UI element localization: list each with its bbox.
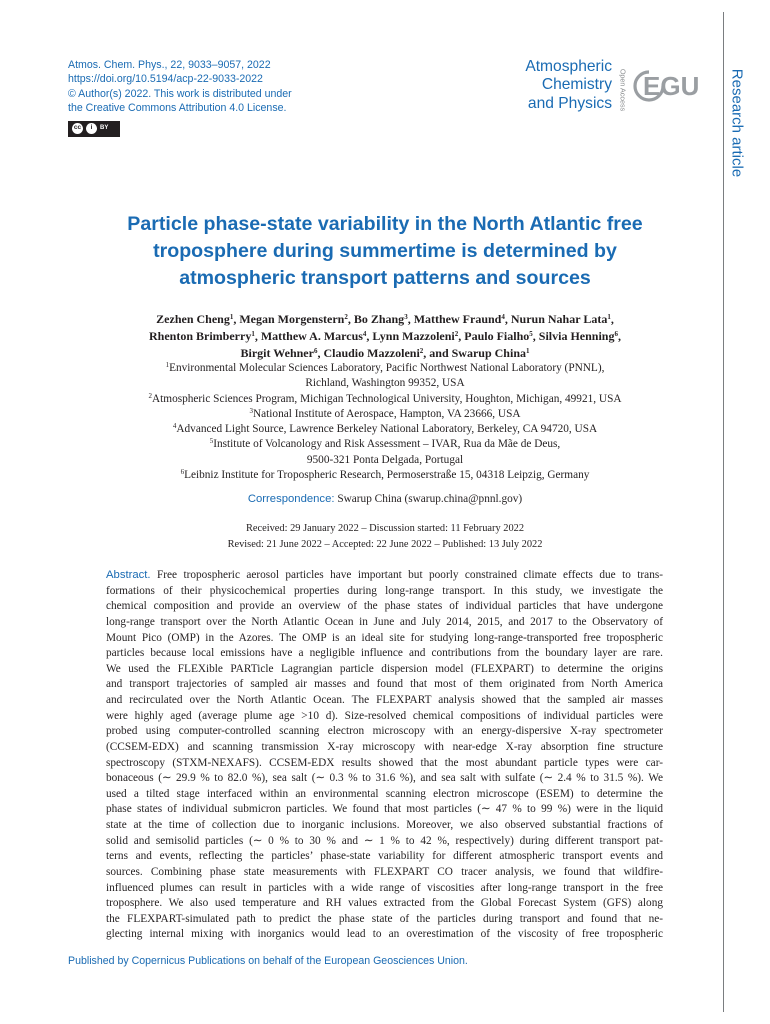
- affiliation-text: Leibniz Institute for Tropospheric Research, Permoserstraße 15, 04318 Leipzig, Germany: [184, 469, 590, 482]
- affiliation-text: Environmental Molecular Sciences Laboratory, Pacific Northwest National Laboratory (PNNL),: [169, 362, 605, 374]
- header-citation-block: [68, 58, 292, 137]
- title-line: atmospheric transport patterns and sources: [179, 267, 591, 289]
- author-list: [90, 311, 680, 362]
- abstract-line: terns and events, reflecting the particles’ phase-state variability for different atmospheric transport events and: [106, 850, 663, 863]
- abstract-line: Mount Pico (OMP) in the Azores. The OMP is an ideal site for studying long-range-transported free tropospheric: [106, 631, 663, 644]
- author-affiliation-mark: 4: [501, 313, 505, 321]
- abstract-line: sources. Combining phase state measurements with FLEXPART CO tracer analysis, we found that wildfire-: [106, 865, 663, 878]
- affiliation-number: 3: [249, 406, 253, 415]
- egu-logo-icon: [633, 64, 703, 113]
- abstract-line: We used the FLEXible PARTicle Lagrangian particle dispersion model (FLEXPART) to determine the origins: [106, 662, 663, 675]
- abstract-label: Abstract.: [106, 569, 151, 581]
- affiliation-number: 4: [172, 422, 177, 431]
- title-line: troposphere during summertime is determined by: [153, 240, 617, 262]
- abstract-line: troposphere. We also used temperature and RH values extracted from the Global Forecast System (GFS) along: [106, 897, 663, 910]
- affiliation-line: [90, 453, 680, 468]
- affiliation-number: 6: [180, 468, 185, 477]
- author-affiliation-mark: 1: [526, 347, 530, 355]
- author-name: Lynn Mazzoleni: [372, 329, 455, 343]
- affiliation-line: [90, 468, 680, 483]
- abstract-first-line: Abstract. Free tropospheric aerosol particles have important but poorly constrained climate effects due to trans-: [106, 569, 664, 581]
- abstract-line: probed using computer-controlled scanning electron microscopy with an energy-dispersive X-ray spectrometer: [106, 725, 663, 738]
- affiliation-list: [90, 361, 680, 483]
- journal-name: [525, 58, 612, 113]
- author-affiliation-mark: 2: [454, 330, 459, 338]
- affiliation-text: National Institute of Aerospace, Hampton, VA 23666, USA: [252, 407, 521, 420]
- abstract-line: (CCSEM-EDX) and scanning transmission X-ray microscopy with near-edge X-ray absorption fine structure: [106, 740, 663, 753]
- affiliation-number: 1: [165, 361, 170, 369]
- citation-line: Atmos. Chem. Phys., 22, 9033–9057, 2022: [68, 59, 271, 71]
- publisher-footer: Published by Copernicus Publications on behalf of the European Geosciences Union.: [68, 955, 468, 967]
- abstract-line: formations of their physicochemical properties during long-range transport. In this study, we investigate the: [106, 584, 663, 597]
- author-name: Nurun Nahar Lata: [510, 312, 608, 326]
- affiliation-text: Institute of Volcanology and Risk Assessment – IVAR, Rua da Mãe de Deus,: [213, 438, 561, 451]
- abstract-body: [106, 584, 663, 943]
- correspondence-label: Correspondence:: [247, 493, 335, 505]
- side-rule: [723, 12, 724, 1012]
- by-label: BY: [100, 125, 109, 132]
- journal-name-line: and Physics: [527, 94, 612, 112]
- author-name: Paulo Fialho: [464, 329, 530, 343]
- abstract-line: and recirculated over the North Atlantic Ocean. The FLEXPART analysis showed that the sampled air masses: [106, 694, 663, 706]
- author-name: Zezhen Cheng: [156, 312, 230, 326]
- abstract-line: chemical composition and provide an overview of the phase states of individual particles that have undergone: [106, 600, 663, 613]
- abstract-line: used a tilted stage interfaced within an environmental scanning electron microscope (ESEM) to determine the: [106, 787, 663, 800]
- article-type-label: Research article: [728, 68, 746, 178]
- author-affiliation-mark: 6: [313, 347, 318, 355]
- egu-text: EGU: [643, 71, 700, 101]
- publication-dates: [90, 521, 680, 552]
- author-affiliation-mark: 4: [362, 330, 367, 338]
- cc-icon: cc: [72, 123, 83, 134]
- author-name: Megan Morgenstern: [239, 312, 345, 326]
- abstract-line: long-range transport over the North Atlantic Ocean in June and July 2014, 2015, and 2017 to the Observatory of: [106, 615, 663, 628]
- abstract-line: bonaceous (∼ 29.9 % to 82.0 %), sea salt (∼ 0.3 % to 31.6 %), and sea salt with sulfate (∼ 2.4 % to 31.5 %). We: [106, 772, 663, 785]
- affiliation-text: 9500-321 Ponta Delgada, Portugal: [306, 453, 464, 466]
- author-affiliation-mark: 1: [229, 313, 234, 321]
- author-affiliation-mark: 5: [529, 330, 533, 338]
- affiliation-line: [90, 407, 680, 422]
- correspondence-email[interactable]: Swarup China (swarup.china@pnnl.gov): [337, 493, 523, 505]
- author-affiliation-mark: 3: [404, 313, 408, 321]
- author-name: Matthew Fraund: [413, 312, 502, 326]
- affiliation-line: [90, 376, 680, 391]
- abstract-line: solid and semisolid particles (∼ 0 % to 30 % and ∼ 1 % to 42 %, respectively) during different transport pat-: [106, 834, 663, 847]
- doi-link[interactable]: https://doi.org/10.5194/acp-22-9033-2022: [68, 73, 263, 86]
- abstract-line: phase states of individual submicron particles. We found that most particles (∼ 47 % to 99 %) were in the liquid: [106, 803, 663, 816]
- title-line: Particle phase-state variability in the North Atlantic free: [127, 213, 643, 235]
- abstract-line: state at the time of collection due to inorganic inclusions. Moreover, we also observed substantial fractions of: [106, 819, 663, 831]
- egu-logo-svg: [633, 64, 703, 108]
- affiliation-text: Richland, Washington 99352, USA: [305, 377, 465, 390]
- author-line: Rhenton Brimberry$^1$, Matthew A. Marcus$^4$, Lynn Mazzoleni$^2$, Paulo Fialho$^5$, Silvia Henning$^6$,: [149, 329, 621, 343]
- author-affiliation-mark: 6: [614, 330, 618, 338]
- dates-line: Revised: 21 June 2022 – Accepted: 22 June 2022 – Published: 13 July 2022: [227, 538, 543, 550]
- affiliation-text: Advanced Light Source, Lawrence Berkeley National Laboratory, Berkeley, CA 94720, USA: [176, 423, 598, 436]
- author-name: and Swarup China: [429, 346, 526, 360]
- attribution-icon: i: [86, 123, 97, 134]
- affiliation-line: [90, 361, 680, 376]
- abstract-line: glecting internal mixing with inorganics would lead to an overestimation of the viscosity of free tropospheric: [106, 928, 663, 941]
- dates-line: Received: 29 January 2022 – Discussion started: 11 February 2022: [245, 523, 525, 534]
- correspondence: [90, 493, 680, 505]
- author-name: Rhenton Brimberry: [149, 329, 252, 343]
- open-access-label: Open Access: [618, 68, 628, 112]
- affiliation-number: 5: [209, 437, 214, 446]
- journal-name-line: Chemistry: [541, 76, 612, 94]
- abstract-line: the FLEXPART-simulated path to predict the phase state of the particles during transport and found that ne-: [106, 912, 663, 925]
- paper-title: [90, 211, 680, 292]
- affiliation-number: 2: [148, 391, 152, 400]
- license-link[interactable]: the Creative Commons Attribution 4.0 License.: [68, 102, 287, 115]
- journal-name-line: Atmospheric: [525, 58, 612, 75]
- author-affiliation-mark: 1: [607, 313, 611, 321]
- affiliation-line: [90, 392, 680, 407]
- abstract-line: particles because local emissions have a negligible influence and contributions from the boundary layer are rare.: [106, 647, 663, 660]
- author-affiliation-mark: 2: [344, 313, 348, 321]
- copyright-line: © Author(s) 2022. This work is distributed under: [68, 87, 292, 100]
- author-name: Birgit Wehner: [240, 346, 314, 360]
- author-name: Matthew A. Marcus: [260, 329, 363, 343]
- abstract: [106, 568, 663, 943]
- author-name: Claudio Mazzoleni: [323, 346, 420, 360]
- author-affiliation-mark: 1: [251, 330, 255, 338]
- abstract-line: influenced plumes can result in particles with a wide range of viscosities after long-range transport in the free: [106, 881, 663, 894]
- affiliation-line: [90, 437, 680, 452]
- author-name: Silvia Henning: [538, 329, 615, 343]
- affiliation-line: [90, 422, 680, 437]
- abstract-line: were highly aged (average plume age >10 d). Size-resolved chemical compositions of individual particles were: [106, 709, 663, 722]
- author-line: Birgit Wehner$^6$, Claudio Mazzoleni$^2$, and Swarup China$^1$: [240, 346, 530, 360]
- abstract-line: spectroscopy (STXM-NEXAFS). CCSEM-EDX results showed that the most abundant particle types were car-: [106, 756, 663, 769]
- author-affiliation-mark: 2: [419, 347, 424, 355]
- affiliation-text: Atmospheric Sciences Program, Michigan Technological University, Houghton, Michigan, 49921, USA: [151, 392, 622, 405]
- cc-by-badge-icon[interactable]: [68, 121, 120, 137]
- author-line: Zezhen Cheng$^1$, Megan Morgenstern$^2$, Bo Zhang$^3$, Matthew Fraund$^4$, Nurun Nahar Lata$^1$,: [156, 312, 614, 326]
- abstract-line: and transport trajectories of sampled air masses and found that most of them originated from North America: [106, 678, 663, 691]
- author-name: Bo Zhang: [353, 312, 405, 326]
